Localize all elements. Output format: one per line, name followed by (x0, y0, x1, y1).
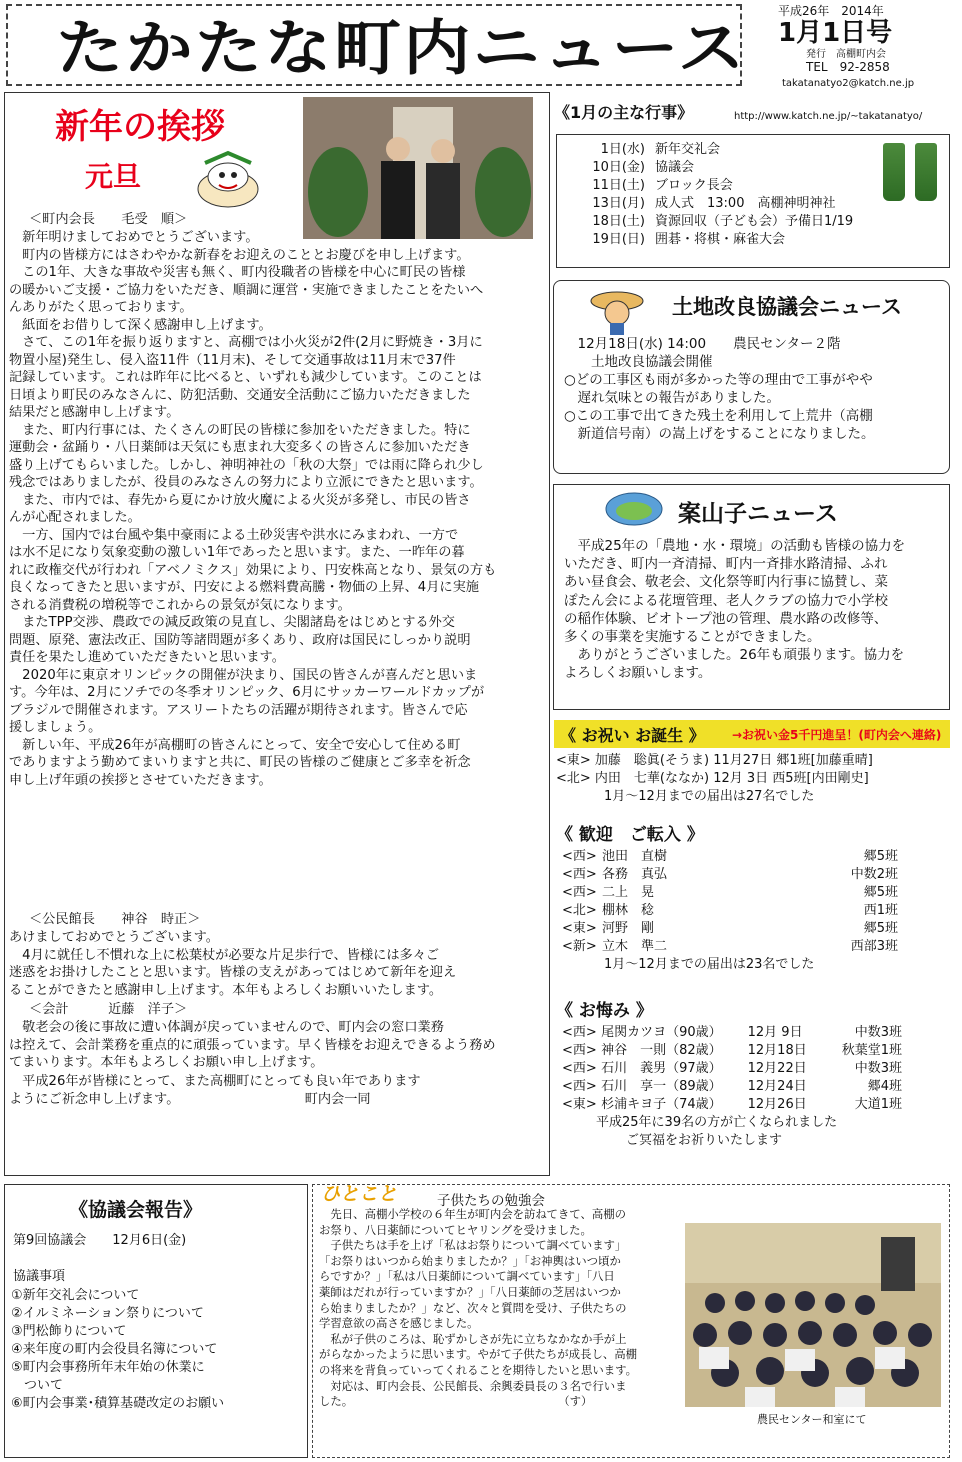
era-year: 平成26年 2014年 (778, 4, 884, 18)
welcome-area: <東> (562, 921, 597, 936)
welcome-name: 池田 直樹 (602, 849, 668, 864)
masthead (6, 4, 748, 86)
condolence-group: 中数3班 (854, 1061, 902, 1076)
condolence-name: 杉浦キヨ子（74歳） (601, 1097, 722, 1112)
council-topics (11, 1287, 224, 1413)
website-url[interactable]: http://www.katch.ne.jp/~takatanatyo/ (734, 111, 923, 122)
condolence-group: 秋葉堂1班 (841, 1043, 902, 1058)
hall-director-label: ＜公民館長 神谷 時正＞ (29, 912, 201, 927)
welcome-group: 郷5班 (863, 885, 898, 900)
publisher: 発行 高棚町内会 (806, 49, 886, 60)
issue-info (778, 4, 958, 90)
event-item (569, 159, 853, 177)
scarecrow-logo-icon (604, 491, 664, 527)
welcome-name: 二上 晃 (602, 885, 655, 900)
event-date: 10日(金) (592, 160, 645, 175)
condolence-group: 大道1班 (854, 1097, 902, 1112)
event-date: 11日(土) (592, 178, 645, 193)
council-topic: ②イルミネーション祭りについて (11, 1306, 204, 1321)
hitokoto-text: 先日、高棚小学校の６年生が町内会を訪ねてきて、高棚の お祭り、八日薬師についてヒヤリングを受けました。 子供たちは手を上げ「私はお祭りについて調べています」 「お祭りはいつから始まりましたか？」「お神輿はいつ頃か らですか？」「私は八日薬師について調べています」「八日 薬師はだれが行っていますか？」「八日薬師の芝居はいつか ら始まりましたか？」など、次々と質問を受け、子供たちの 学習意欲の高さを感じました。 私が子供のころは、恥ずかしさが先に立ちなかなか手が上 がらなかったように思います。やがて子供たちが成長し、高棚 の将来を背負っていってくれることを期待したいと思います。 対応は、町内会長、公民館長、余興委員長の３名で行いま した。 （す） (319, 1207, 638, 1409)
births-note: →お祝い金5千円進呈！(町内会へ連絡) (732, 728, 942, 742)
condolence-area: <西> (562, 1025, 597, 1040)
birth-entry: <東> 加藤 聡眞(そうま) 11月27日 郷1班[加藤重晴] (556, 753, 873, 768)
closing-message: 平成26年が皆様にとって、また高棚町にとっても良い年であります ようにご祈念申し上げます。 町内会一同 (9, 1074, 421, 1107)
events-list (569, 141, 853, 249)
council-title: 《協議会報告》 (69, 1199, 203, 1221)
condolence-date: 12月26日 (747, 1097, 807, 1112)
welcome-entry (562, 938, 902, 956)
council-topics-label: 協議事項 (13, 1269, 66, 1284)
condolence-name: 神谷 一則（82歳） (601, 1043, 722, 1058)
births-title: 《 お祝い お誕生 》 (560, 726, 705, 745)
photo-caption: 農民センター和室にて (757, 1413, 867, 1426)
welcome-group: 西部3班 (850, 939, 898, 954)
condolence-group: 郷4班 (867, 1079, 902, 1094)
welcome-group: 郷5班 (863, 921, 898, 936)
newsletter-title: たかたな町内ニュース (56, 14, 748, 84)
condolence-date: 12月18日 (747, 1043, 807, 1058)
welcome-group: 郷5班 (863, 849, 898, 864)
council-topic: ⑥町内会事業･積算基礎改定のお願い (11, 1396, 225, 1411)
welcome-entry (562, 848, 902, 866)
welcome-entry (562, 920, 902, 938)
scarecrow-text: 平成25年の「農地・水・環境」の活動も皆様の協力を いただき、町内一斉清掃、町内一斉排水路清掃、ふれ あい昼食会、敬老会、文化祭等町内行事に協賛し、菜 ぽたん会による花壇管理、老人クラブの協力で小学校 の稲作体験、ビオトープ池の管理、農水路の改修等、 多くの事業を実施することができました。 ありがとうございました。26年も頑張ります。協力を よろしくお願いします。 (564, 538, 906, 682)
mascot-illustration (191, 149, 265, 211)
event-description: ブロック長会 (655, 178, 733, 193)
events-box (556, 134, 950, 268)
council-report-box (4, 1184, 308, 1458)
welcome-name: 河野 剛 (602, 921, 655, 936)
welcome-name: 立木 準二 (602, 939, 668, 954)
births-list (556, 752, 873, 806)
condolence-entry (562, 1060, 902, 1078)
hitokoto-title: 子供たちの勉強会 (437, 1193, 545, 1209)
condolence-entry (562, 1042, 902, 1060)
condolence-name: 石川 享一（89歳） (601, 1079, 722, 1094)
welcome-area: <北> (562, 903, 597, 918)
photo-figures (303, 97, 533, 239)
event-item (569, 177, 853, 195)
classroom-photo (685, 1223, 941, 1407)
chairman-message: 新年明けましておめでとうございます。 町内の皆様方にはさわやかな新春をお迎えのこととお慶びを申し上げます。 この1年、大きな事故や災害も無く、町内役職者の皆様を中心に町民の皆様 の暖かいご支援・ご協力をいただき、順調に運営・実施できましたことをたいへ んありがたく思っております。 紙面をお借りして深く感謝申し上げます。 さて、この1年を振り返りますと、高棚では小火災が2件(2月に野焼き・3月に 物置小屋)発生し、侵入盗11件（11月末)、そして交通事故は11月末で37件 記録しています。これは昨年に比べると、いずれも減少しています。このことは 日頃より町民のみなさんに、防犯活動、交通安全活動にご協力いただきました 結果だと感謝申し上げます。 また、町内行事には、たくさんの町民の皆様に参加をいただきました。特に 運動会・盆踊り・八日薬師は天気にも恵まれ大変多くの皆さんに参加いただき 盛り上げてもらいました。しかし、神明神社の「秋の大祭」では雨に降られ少し 残念ではありましたが、役員のみなさんの努力により立派にできたと思います。 また、市内では、春先から夏にかけ放火魔による火災が多発し、市民の皆さ んが心配されました。 一方、国内では台風や集中豪雨による土砂災害や洪水にみまわれ、一方で は水不足になり気象変動の激しい1年であったと思います。また、一昨年の暮 れに政権交代が行われ「アベノミクス」効果により、円安株高となり、景気の方も 良くなってきたと思いますが、円安による燃料費高騰・物価の上昇、4月に実施 される消費税の増税等でこれからの景気が気になります。 またTPP交渉、農政での減反政策の見直し、尖閣諸島をはじめとする外交 問題、原発、憲法改正、国防等諸問題が多くあり、政府は国民にしっかり説明 責任を果たし進めていただきたいと思います。 2020年に東京オリンピックの開催が決まり、国民の皆さんが喜んだと思いま す。今年は、2月にソチでの冬季オリンピック、6月にサッカーワールドカップが ブラジルで開催されます。アスリートたちの活躍が期待されます。皆さんで応 援しましょう。 新しい年、平成26年が高棚町の皆さんにとって、安全で安心して住める町 でありますよう勤めてまいりますと共に、町民の皆様のご健康とご多幸を祈念 申し上げ年頭の挨拶とさせていただきます。 (9, 230, 497, 788)
birth-entry: <北> 内田 七華(ななか) 12月 3日 西5班[内田剛史] (556, 771, 869, 786)
greeting-subtitle: 元旦 (85, 160, 142, 193)
welcome-list (562, 848, 902, 974)
condolence-date: 12月 9日 (747, 1025, 803, 1040)
land-improvement-box (553, 280, 950, 474)
hall-director-message: あけましておめでとうございます。 4月に就任し不慣れな上に松葉杖が必要な片足歩行で、皆様には多々ご 迷惑をお掛けしたことと思います。皆様の支えがあってはじめて新年を迎え ることができたと感謝申し上げます。本年もよろしくお願いいたします。 (9, 930, 457, 998)
council-meeting: 第9回協議会 12月6日(金) (13, 1233, 187, 1248)
condolences-summary-2: ご冥福をお祈りいたします (626, 1133, 783, 1148)
condolence-date: 12月22日 (747, 1061, 807, 1076)
land-improvement-text: 12月18日(水) 14:00 農民センター２階 土地改良協議会開催 ○どの工事区も雨が多かった等の理由で工事がやや 遅れ気味との報告がありました。 ○この工事で出てきた残土を利用して上荒井（高棚 新道信号南）の嵩上げをすることになりました。 (564, 336, 875, 442)
phone: TEL 92-2858 (806, 60, 890, 74)
event-description: 資源回収（子ども会）予備日1/19 (655, 214, 854, 229)
condolence-area: <西> (562, 1079, 597, 1094)
land-improvement-title: 土地改良協議会ニュース (672, 295, 902, 319)
event-item (569, 231, 853, 249)
births-banner (554, 720, 950, 748)
council-topic: ④来年度の町内会役員名簿について (11, 1342, 218, 1357)
chairman-photo (303, 97, 533, 239)
event-description: 囲碁・将棋・麻雀大会 (655, 232, 786, 247)
condolences-list (562, 1024, 902, 1114)
event-date: 19日(日) (592, 232, 645, 247)
events-title: 《1月の主な行事》 (554, 103, 694, 122)
welcome-area: <西> (562, 867, 597, 882)
event-item (569, 195, 853, 213)
condolences-title: 《 お悔み 》 (556, 1001, 653, 1021)
condolence-group: 中数3班 (854, 1025, 902, 1040)
hitokoto-box (312, 1184, 950, 1458)
condolence-name: 石川 義男（97歳） (601, 1061, 722, 1076)
welcome-group: 中数2班 (850, 867, 898, 882)
condolence-entry (562, 1096, 902, 1114)
welcome-name: 棚林 稔 (602, 903, 655, 918)
condolences-summary-1: 平成25年に39名の方が亡くなられました (596, 1115, 838, 1130)
chairman-label: ＜町内会長 毛受 順＞ (29, 212, 188, 227)
welcome-area: <新> (562, 939, 597, 954)
kadomatsu-right (915, 143, 937, 201)
kadomatsu-left (883, 143, 905, 201)
event-item (569, 141, 853, 159)
greeting-section (4, 92, 550, 1176)
event-date: 1日(水) (600, 142, 645, 157)
council-topic: ①新年交礼会について (11, 1288, 140, 1303)
welcome-area: <西> (562, 885, 597, 900)
event-description: 新年交礼会 (655, 142, 721, 157)
welcome-summary: 1月～12月までの届出は23名でした (604, 957, 815, 972)
births-summary: 1月～12月までの届出は27名でした (604, 789, 815, 804)
scarecrow-title: 案山子ニュース (678, 501, 838, 527)
event-description: 成人式 13:00 高棚神明神社 (655, 196, 836, 211)
accountant-message: 敬老会の後に事故に遭い体調が戻っていませんので、町内会の窓口業務 は控えて、会計業務を重点的に頑張っています。早く皆様をお迎えできるよう務め てまいります。本年もよろしくお願い申し上げます。 (9, 1020, 496, 1070)
event-description: 協議会 (655, 160, 695, 175)
farmer-mascot-icon (588, 287, 646, 335)
welcome-entry (562, 884, 902, 902)
condolence-entry (562, 1078, 902, 1096)
greeting-title: 新年の挨拶 (55, 107, 225, 147)
event-item (569, 213, 853, 231)
issue-date: 1月1日号 (778, 18, 893, 48)
event-date: 18日(土) (592, 214, 645, 229)
welcome-title: 《 歓迎 ご転入 》 (556, 825, 704, 845)
council-topic: ③門松飾りについて (11, 1324, 127, 1339)
welcome-area: <西> (562, 849, 597, 864)
condolence-entry (562, 1024, 902, 1042)
council-topic: ⑤町内会事務所年末年始の休業に ついて (11, 1360, 205, 1393)
welcome-name: 各務 真弘 (602, 867, 668, 882)
welcome-group: 西1班 (863, 903, 898, 918)
condolence-area: <西> (562, 1061, 597, 1076)
event-date: 13日(月) (592, 196, 645, 211)
scarecrow-box (553, 484, 950, 710)
kadomatsu-illustration (883, 143, 937, 201)
condolence-area: <西> (562, 1043, 597, 1058)
condolence-date: 12月24日 (747, 1079, 807, 1094)
condolence-name: 尾関カツヨ（90歳） (601, 1025, 722, 1040)
welcome-entry (562, 866, 902, 884)
condolence-area: <東> (562, 1097, 597, 1112)
email[interactable]: takatanatyo2@katch.ne.jp (782, 78, 915, 89)
accountant-label: ＜会計 近藤 洋子＞ (29, 1002, 188, 1017)
hitokoto-tag: ひとこと (321, 1183, 398, 1205)
welcome-entry (562, 902, 902, 920)
